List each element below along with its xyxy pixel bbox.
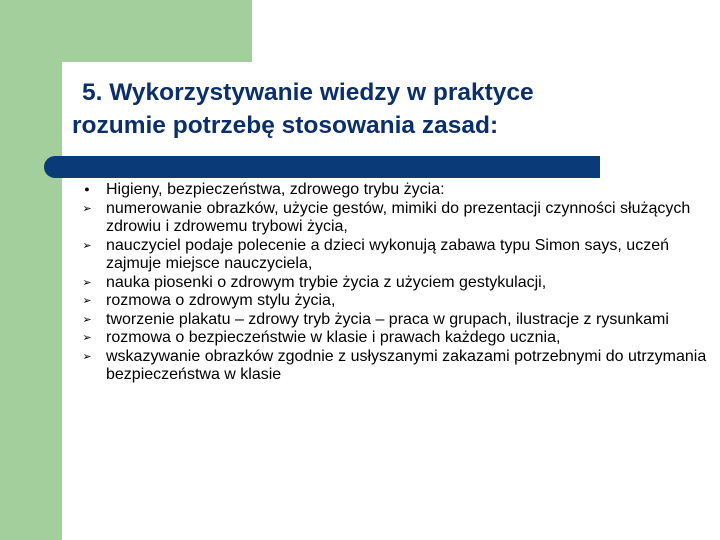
bullet-text: nauczyciel podaje polecenie a dzieci wykonują zabawa typu Simon says, uczeń zajmuje miejsce nauczyciela, <box>106 236 669 272</box>
bullet-item <box>72 311 712 330</box>
bullet-item <box>72 237 712 274</box>
slide-title-line-2: rozumie potrzebę stosowania zasad: <box>72 112 499 139</box>
bullet-list <box>72 181 712 385</box>
dot-bullet-icon <box>80 181 94 200</box>
bullet-text: Higieny, bezpieczeństwa, zdrowego trybu życia: <box>106 181 445 198</box>
arrow-bullet-icon <box>80 237 94 256</box>
decorative-green-sidebar <box>0 0 62 540</box>
bullet-text: rozmowa o bezpieczeństwie w klasie i prawach każdego ucznia, <box>106 329 561 346</box>
bullet-text: nauka piosenki o zdrowym trybie życia z użyciem gestykulacji, <box>106 273 547 291</box>
arrow-bullet-icon <box>80 311 94 330</box>
bullet-item <box>72 200 712 237</box>
bullet-item <box>72 181 712 200</box>
arrow-bullet-icon <box>80 274 94 293</box>
arrow-bullet-icon <box>80 329 94 348</box>
bullet-item <box>72 292 712 311</box>
bullet-text: tworzenie plakatu – zdrowy tryb życia – praca w grupach, ilustracje z rysunkami <box>106 310 669 328</box>
arrow-bullet-icon <box>80 348 94 367</box>
title-underline-bar <box>44 156 600 178</box>
bullet-item <box>72 329 712 348</box>
decorative-green-header-block <box>0 0 252 62</box>
slide-title-line-1: 5. Wykorzystywanie wiedzy w praktyce <box>82 79 534 106</box>
arrow-bullet-icon <box>80 292 94 311</box>
bullet-item <box>72 348 712 385</box>
bullet-item <box>72 274 712 293</box>
arrow-bullet-icon <box>80 200 94 219</box>
bullet-text: rozmowa o zdrowym stylu życia, <box>106 292 336 309</box>
bullet-text: numerowanie obrazków, użycie gestów, mimiki do prezentacji czynności służących zdrowiu i zdrowemu trybowi życia, <box>106 199 691 235</box>
slide-title <box>72 76 702 142</box>
bullet-text: wskazywanie obrazków zgodnie z usłyszanymi zakazami potrzebnymi do utrzymania bezpieczeństwa w klasie <box>106 347 707 383</box>
